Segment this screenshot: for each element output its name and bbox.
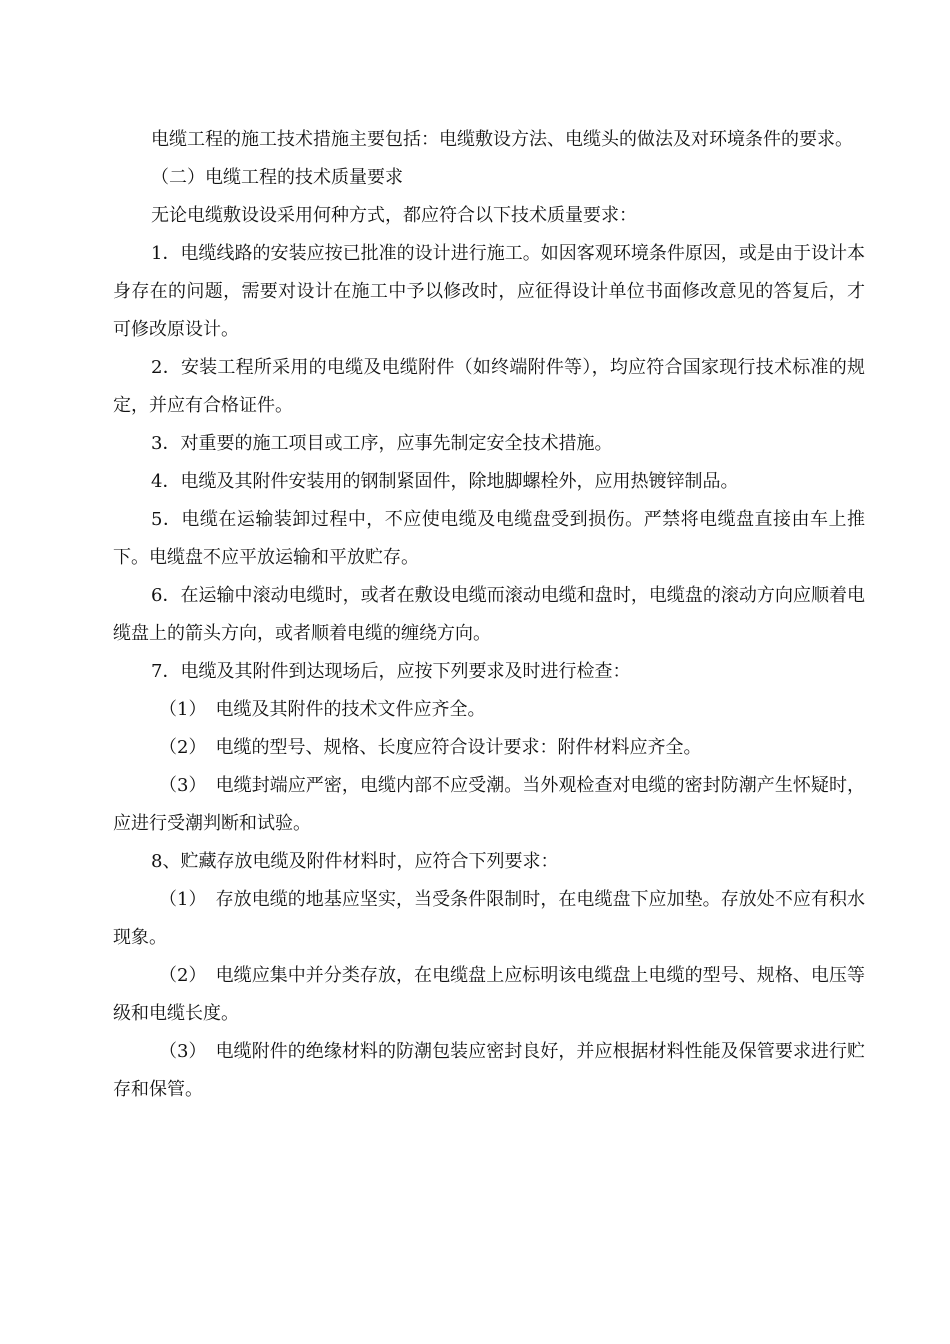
paragraph-lead: 无论电缆敷设设采用何种方式，都应符合以下技术质量要求： xyxy=(151,205,637,226)
section-heading: （二）电缆工程的技术质量要求 xyxy=(151,167,403,188)
sub-item-7-3: （3） 电缆封端应严密，电缆内部不应受潮。当外观检查对电缆的密封防潮产生怀疑时，应进行受潮判断和试验。 xyxy=(113,775,865,834)
sub-item-8-1: （1） 存放电缆的地基应坚实，当受条件限制时，在电缆盘下应加垫。存放处不应有积水现象。 xyxy=(113,889,865,948)
paragraph-intro: 电缆工程的施工技术措施主要包括：电缆敷设方法、电缆头的做法及对环境条件的要求。 xyxy=(151,129,853,150)
list-item-4: 4．电缆及其附件安装用的钢制紧固件，除地脚螺栓外，应用热镀锌制品。 xyxy=(151,471,739,492)
document-body xyxy=(113,121,865,1109)
sub-item-7-1: （1） 电缆及其附件的技术文件应齐全。 xyxy=(159,699,486,720)
list-item-8: 8、贮藏存放电缆及附件材料时，应符合下列要求： xyxy=(151,851,559,872)
list-item-1: 1．电缆线路的安装应按已批准的设计进行施工。如因客观环境条件原因，或是由于设计本身存在的问题，需要对设计在施工中予以修改时，应征得设计单位书面修改意见的答复后，才可修改原设计。 xyxy=(113,243,865,340)
list-item-2: 2．安装工程所采用的电缆及电缆附件（如终端附件等），均应符合国家现行技术标准的规定，并应有合格证件。 xyxy=(113,357,865,416)
list-item-3: 3．对重要的施工项目或工序，应事先制定安全技术措施。 xyxy=(151,433,613,454)
sub-item-8-3: （3） 电缆附件的绝缘材料的防潮包装应密封良好，并应根据材料性能及保管要求进行贮存和保管。 xyxy=(113,1041,865,1100)
sub-item-7-2: （2） 电缆的型号、规格、长度应符合设计要求：附件材料应齐全。 xyxy=(159,737,702,758)
sub-item-8-2: （2） 电缆应集中并分类存放，在电缆盘上应标明该电缆盘上电缆的型号、规格、电压等级和电缆长度。 xyxy=(113,965,865,1024)
list-item-7: 7．电缆及其附件到达现场后，应按下列要求及时进行检查： xyxy=(151,661,631,682)
list-item-5: 5．电缆在运输装卸过程中，不应使电缆及电缆盘受到损伤。严禁将电缆盘直接由车上推下。电缆盘不应平放运输和平放贮存。 xyxy=(113,509,865,568)
list-item-6: 6．在运输中滚动电缆时，或者在敷设电缆而滚动电缆和盘时，电缆盘的滚动方向应顺着电缆盘上的箭头方向，或者顺着电缆的缠绕方向。 xyxy=(113,585,865,644)
